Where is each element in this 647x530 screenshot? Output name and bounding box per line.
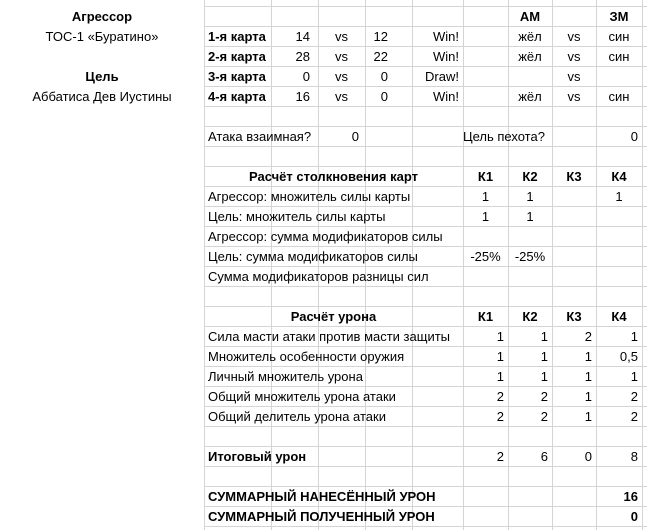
- damage-cell[interactable]: 1: [496, 329, 504, 344]
- collision-header-k4: К4: [611, 169, 627, 184]
- gridline: [204, 0, 205, 530]
- mutual-attack-label: Атака взаимная?: [208, 129, 312, 144]
- collision-cell[interactable]: 1: [481, 189, 490, 204]
- collision-cell[interactable]: [596, 227, 642, 247]
- card-value-b[interactable]: 12: [373, 29, 388, 44]
- damage-row-label: Сила масти атаки против масти защиты: [208, 329, 451, 344]
- card-label: 2-я карта: [208, 49, 266, 64]
- card-label: 4-я карта: [208, 89, 266, 104]
- card-result: Win!: [433, 29, 459, 44]
- collision-cell[interactable]: [508, 227, 552, 247]
- damage-cell[interactable]: 2: [496, 409, 504, 424]
- card-label: 1-я карта: [208, 29, 266, 44]
- damage-cell[interactable]: 1: [584, 389, 592, 404]
- damage-cell[interactable]: 2: [540, 389, 548, 404]
- damage-cell[interactable]: 1: [496, 349, 504, 364]
- collision-cell[interactable]: 1: [526, 189, 534, 204]
- card-value-b[interactable]: 0: [380, 89, 388, 104]
- card-am[interactable]: [508, 67, 552, 87]
- card-result: Win!: [433, 89, 459, 104]
- summary-dealt-label: СУММАРНЫЙ НАНЕСЁННЫЙ УРОН: [208, 489, 436, 504]
- collision-cell[interactable]: [552, 247, 596, 267]
- collision-title: Расчёт столкновения карт: [249, 169, 418, 184]
- card-vs: vs: [335, 69, 348, 84]
- damage-header-k3: К3: [566, 309, 582, 324]
- collision-cell[interactable]: [463, 267, 508, 287]
- card-value-b[interactable]: 22: [373, 49, 388, 64]
- gridline: [642, 0, 643, 530]
- card-value-b[interactable]: 0: [380, 69, 388, 84]
- collision-header-k1: К1: [477, 169, 494, 184]
- damage-cell[interactable]: 2: [496, 389, 504, 404]
- collision-row-label: Цель: сумма модификаторов силы: [208, 249, 418, 264]
- card-vs2: vs: [567, 89, 581, 104]
- damage-cell[interactable]: 2: [630, 389, 638, 404]
- am-header: АМ: [519, 9, 541, 24]
- damage-title: Расчёт урона: [290, 309, 377, 324]
- total-damage-cell[interactable]: 8: [630, 449, 638, 464]
- collision-header-k2: К2: [522, 169, 538, 184]
- damage-row-label: Множитель особенности оружия: [208, 349, 405, 364]
- collision-row-label: Сумма модификаторов разницы сил: [208, 269, 429, 284]
- target-infantry-value[interactable]: 0: [630, 129, 638, 144]
- collision-cell[interactable]: [463, 227, 508, 247]
- damage-cell[interactable]: 1: [630, 329, 638, 344]
- collision-cell[interactable]: 1: [526, 209, 534, 224]
- collision-cell[interactable]: [552, 267, 596, 287]
- card-zm[interactable]: син: [608, 29, 630, 44]
- target-label: Цель: [85, 69, 119, 84]
- summary-received-label: СУММАРНЫЙ ПОЛУЧЕННЫЙ УРОН: [208, 509, 435, 524]
- damage-cell[interactable]: 1: [584, 369, 592, 384]
- collision-cell[interactable]: 1: [615, 189, 623, 204]
- collision-header-k3: К3: [566, 169, 582, 184]
- collision-cell[interactable]: -25%: [470, 249, 501, 264]
- damage-cell[interactable]: 1: [540, 349, 548, 364]
- damage-row-label: Личный множитель урона: [208, 369, 363, 384]
- damage-cell[interactable]: 1: [630, 369, 638, 384]
- collision-row-label: Агрессор: множитель силы карты: [208, 189, 411, 204]
- damage-row-label: Общий множитель урона атаки: [208, 389, 396, 404]
- damage-cell[interactable]: 1: [540, 369, 548, 384]
- card-zm[interactable]: син: [608, 89, 630, 104]
- collision-cell[interactable]: 1: [481, 209, 490, 224]
- card-zm[interactable]: [596, 67, 642, 87]
- damage-cell[interactable]: 2: [630, 409, 638, 424]
- collision-cell[interactable]: [596, 207, 642, 227]
- collision-cell[interactable]: [552, 207, 596, 227]
- card-result: Win!: [433, 49, 459, 64]
- mutual-attack-value[interactable]: 0: [351, 129, 359, 144]
- card-value-a[interactable]: 16: [295, 89, 310, 104]
- damage-cell[interactable]: 1: [540, 329, 548, 344]
- collision-cell[interactable]: [552, 227, 596, 247]
- total-damage-label: Итоговый урон: [208, 449, 307, 464]
- collision-cell[interactable]: [508, 267, 552, 287]
- collision-cell[interactable]: -25%: [514, 249, 546, 264]
- aggressor-name[interactable]: ТОС-1 «Буратино»: [45, 29, 159, 44]
- target-name[interactable]: Аббатиса Дев Иустины: [32, 89, 172, 104]
- collision-cell[interactable]: [596, 267, 642, 287]
- zm-header: ЗМ: [609, 9, 629, 24]
- damage-header-k2: К2: [522, 309, 538, 324]
- total-damage-cell[interactable]: 2: [496, 449, 504, 464]
- row-gridline: [204, 6, 647, 7]
- card-label: 3-я карта: [208, 69, 266, 84]
- damage-row-label: Общий делитель урона атаки: [208, 409, 386, 424]
- card-vs2: vs: [567, 29, 581, 44]
- card-value-a[interactable]: 14: [295, 29, 310, 44]
- damage-cell[interactable]: 2: [584, 329, 592, 344]
- card-vs2: vs: [567, 69, 581, 84]
- collision-cell[interactable]: [552, 187, 596, 207]
- total-damage-cell[interactable]: 6: [540, 449, 548, 464]
- card-vs: vs: [335, 89, 348, 104]
- card-result: Draw!: [425, 69, 459, 84]
- collision-row-label: Цель: множитель силы карты: [208, 209, 386, 224]
- card-value-a[interactable]: 0: [302, 69, 310, 84]
- total-damage-cell[interactable]: 0: [584, 449, 592, 464]
- card-zm[interactable]: син: [608, 49, 630, 64]
- damage-cell[interactable]: 1: [496, 369, 504, 384]
- card-am[interactable]: жёл: [518, 49, 542, 64]
- aggressor-label: Агрессор: [71, 9, 133, 24]
- card-vs2: vs: [567, 49, 581, 64]
- damage-cell[interactable]: 1: [584, 409, 592, 424]
- damage-cell[interactable]: 1: [584, 349, 592, 364]
- collision-cell[interactable]: [596, 247, 642, 267]
- damage-header-k4: К4: [611, 309, 627, 324]
- summary-received-value[interactable]: 0: [630, 509, 638, 524]
- target-infantry-label: Цель пехота?: [463, 129, 545, 144]
- card-am[interactable]: жёл: [518, 89, 542, 104]
- damage-header-k1: К1: [477, 309, 494, 324]
- card-am[interactable]: жёл: [518, 29, 542, 44]
- card-value-a[interactable]: 28: [295, 49, 310, 64]
- summary-dealt-value[interactable]: 16: [623, 489, 638, 504]
- damage-cell[interactable]: 2: [540, 409, 548, 424]
- collision-row-label: Агрессор: сумма модификаторов силы: [208, 229, 443, 244]
- card-vs: vs: [335, 29, 348, 44]
- card-vs: vs: [335, 49, 348, 64]
- damage-cell[interactable]: 0,5: [619, 349, 638, 364]
